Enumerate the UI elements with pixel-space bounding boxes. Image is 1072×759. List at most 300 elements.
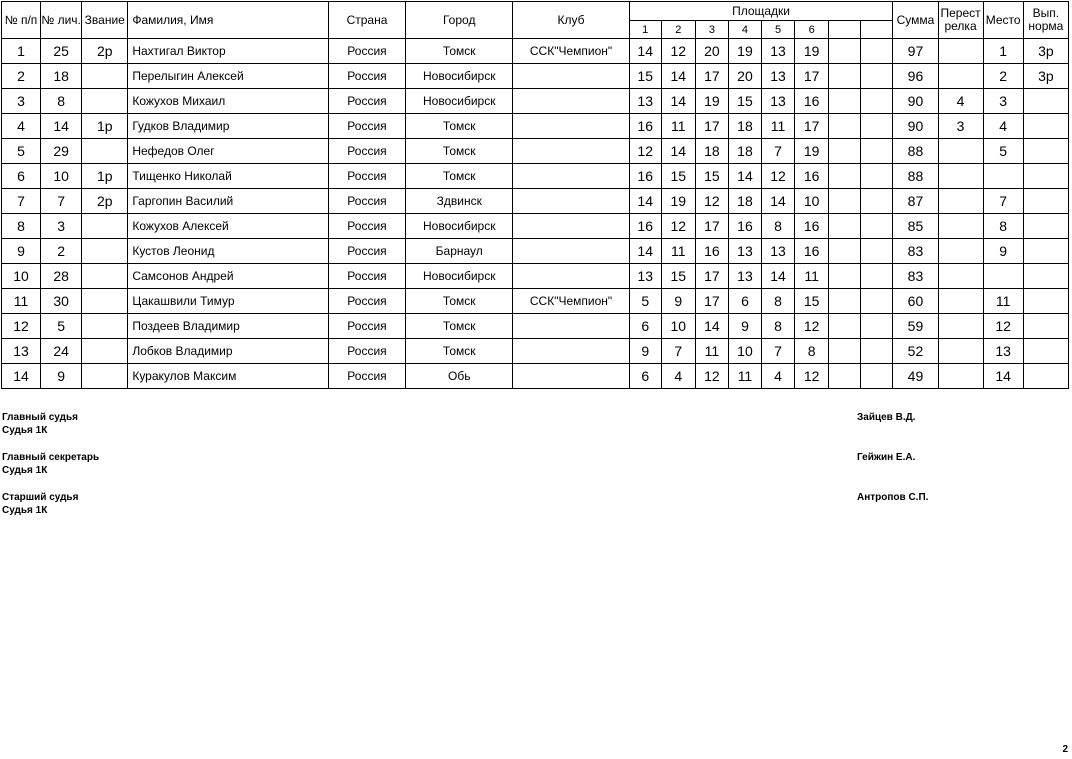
cell-name: Самсонов Андрей (128, 264, 329, 289)
cell-name: Лобков Владимир (128, 339, 329, 364)
cell-club (513, 164, 629, 189)
cell-reweigh (938, 139, 983, 164)
cell-place: 8 (983, 214, 1023, 239)
official-name: Зайцев В.Д. (857, 412, 916, 423)
cell-score: 17 (695, 114, 728, 139)
cell-country: Россия (328, 214, 405, 239)
cell-num: 9 (2, 239, 41, 264)
cell-score (861, 339, 893, 364)
table-row (2, 114, 1069, 139)
cell-num: 2 (2, 64, 41, 89)
cell-score: 17 (795, 64, 829, 89)
cell-rank (82, 314, 128, 339)
cell-norm (1023, 364, 1068, 389)
cell-score (829, 239, 861, 264)
cell-score: 17 (695, 64, 728, 89)
cell-score: 16 (728, 214, 761, 239)
cell-score (861, 314, 893, 339)
header-site-4: 4 (728, 21, 761, 39)
table-row (2, 64, 1069, 89)
cell-reweigh (938, 164, 983, 189)
cell-name: Перелыгин Алексей (128, 64, 329, 89)
cell-score: 20 (695, 39, 728, 64)
cell-club (513, 264, 629, 289)
cell-score (861, 189, 893, 214)
official-role-title: Старший судья (2, 492, 79, 503)
cell-country: Россия (328, 64, 405, 89)
cell-score (861, 89, 893, 114)
cell-score: 18 (695, 139, 728, 164)
cell-rank (82, 239, 128, 264)
cell-lic: 10 (41, 164, 82, 189)
cell-name: Цакашвили Тимур (128, 289, 329, 314)
table-row (2, 189, 1069, 214)
cell-rank: 1р (82, 164, 128, 189)
cell-sum: 97 (893, 39, 938, 64)
cell-score: 17 (695, 264, 728, 289)
cell-num: 1 (2, 39, 41, 64)
official-category: Судья 1К (2, 465, 48, 476)
cell-score: 12 (762, 164, 795, 189)
cell-score (829, 214, 861, 239)
cell-score: 13 (629, 89, 661, 114)
table-row (2, 139, 1069, 164)
cell-country: Россия (328, 189, 405, 214)
cell-score: 18 (728, 114, 761, 139)
cell-score: 14 (762, 189, 795, 214)
cell-norm: 3р (1023, 39, 1068, 64)
cell-norm: 3р (1023, 64, 1068, 89)
cell-reweigh: 3 (938, 114, 983, 139)
table-row (2, 339, 1069, 364)
cell-rank (82, 339, 128, 364)
header-num: № п/п (2, 2, 41, 39)
cell-score: 14 (661, 89, 695, 114)
cell-reweigh (938, 39, 983, 64)
cell-city: Здвинск (406, 189, 513, 214)
cell-lic: 30 (41, 289, 82, 314)
cell-score: 6 (629, 364, 661, 389)
cell-score: 13 (728, 239, 761, 264)
cell-city: Барнаул (406, 239, 513, 264)
table-row (2, 289, 1069, 314)
cell-num: 8 (2, 214, 41, 239)
cell-name: Нахтигал Виктор (128, 39, 329, 64)
cell-score: 14 (728, 164, 761, 189)
cell-lic: 24 (41, 339, 82, 364)
cell-score: 16 (629, 164, 661, 189)
cell-score (861, 214, 893, 239)
cell-num: 7 (2, 189, 41, 214)
cell-score: 15 (795, 289, 829, 314)
cell-rank (82, 89, 128, 114)
header-city: Город (406, 2, 513, 39)
cell-sum: 88 (893, 164, 938, 189)
cell-num: 13 (2, 339, 41, 364)
cell-num: 3 (2, 89, 41, 114)
cell-score: 19 (695, 89, 728, 114)
cell-score: 17 (695, 289, 728, 314)
cell-sum: 49 (893, 364, 938, 389)
cell-lic: 14 (41, 114, 82, 139)
cell-score: 16 (629, 214, 661, 239)
cell-score: 19 (795, 139, 829, 164)
cell-score: 16 (629, 114, 661, 139)
table-row (2, 89, 1069, 114)
cell-place: 3 (983, 89, 1023, 114)
cell-score: 13 (629, 264, 661, 289)
cell-num: 12 (2, 314, 41, 339)
cell-score: 13 (762, 239, 795, 264)
table-row (2, 239, 1069, 264)
cell-sum: 60 (893, 289, 938, 314)
cell-score: 12 (629, 139, 661, 164)
cell-score: 20 (728, 64, 761, 89)
cell-score (861, 64, 893, 89)
header-site-empty (861, 21, 893, 39)
cell-score: 16 (795, 164, 829, 189)
cell-score: 10 (795, 189, 829, 214)
cell-place: 7 (983, 189, 1023, 214)
cell-rank: 2р (82, 189, 128, 214)
cell-name: Поздеев Владимир (128, 314, 329, 339)
cell-city: Томск (406, 39, 513, 64)
cell-score: 6 (728, 289, 761, 314)
header-sum: Сумма (893, 2, 938, 39)
cell-score: 14 (762, 264, 795, 289)
table-row (2, 39, 1069, 64)
cell-norm (1023, 89, 1068, 114)
cell-score: 13 (762, 39, 795, 64)
cell-score: 19 (661, 189, 695, 214)
cell-name: Кустов Леонид (128, 239, 329, 264)
cell-sum: 85 (893, 214, 938, 239)
cell-place: 5 (983, 139, 1023, 164)
cell-country: Россия (328, 164, 405, 189)
table-row (2, 364, 1069, 389)
header-row (2, 2, 1069, 21)
cell-place (983, 264, 1023, 289)
cell-lic: 18 (41, 64, 82, 89)
cell-score (829, 64, 861, 89)
cell-norm (1023, 289, 1068, 314)
cell-score: 9 (661, 289, 695, 314)
cell-score (861, 289, 893, 314)
cell-rank (82, 264, 128, 289)
cell-score (829, 139, 861, 164)
cell-score: 7 (661, 339, 695, 364)
cell-num: 5 (2, 139, 41, 164)
cell-place: 13 (983, 339, 1023, 364)
cell-score: 15 (661, 264, 695, 289)
header-rank: Звание (82, 2, 128, 39)
cell-score (861, 114, 893, 139)
cell-score: 11 (728, 364, 761, 389)
cell-country: Россия (328, 39, 405, 64)
cell-rank: 1р (82, 114, 128, 139)
cell-city: Новосибирск (406, 64, 513, 89)
header-site-6: 6 (795, 21, 829, 39)
official-role (2, 411, 78, 437)
header-lic: № лич. (41, 2, 82, 39)
cell-country: Россия (328, 339, 405, 364)
cell-sum: 52 (893, 339, 938, 364)
official-role-title: Главный судья (2, 412, 78, 423)
cell-club (513, 339, 629, 364)
cell-country: Россия (328, 114, 405, 139)
official-name: Антропов С.П. (857, 492, 929, 503)
cell-city: Томск (406, 114, 513, 139)
cell-norm (1023, 214, 1068, 239)
cell-norm (1023, 264, 1068, 289)
cell-reweigh (938, 239, 983, 264)
cell-country: Россия (328, 289, 405, 314)
cell-score: 17 (695, 214, 728, 239)
cell-reweigh (938, 189, 983, 214)
cell-lic: 3 (41, 214, 82, 239)
cell-place: 4 (983, 114, 1023, 139)
cell-lic: 28 (41, 264, 82, 289)
cell-club (513, 139, 629, 164)
cell-score (829, 364, 861, 389)
cell-lic: 5 (41, 314, 82, 339)
cell-score: 11 (795, 264, 829, 289)
cell-num: 14 (2, 364, 41, 389)
cell-score (829, 39, 861, 64)
cell-country: Россия (328, 139, 405, 164)
cell-score: 14 (629, 39, 661, 64)
cell-score: 14 (629, 189, 661, 214)
cell-score: 8 (762, 289, 795, 314)
cell-city: Обь (406, 364, 513, 389)
cell-rank (82, 139, 128, 164)
cell-score: 4 (661, 364, 695, 389)
cell-name: Кожухов Михаил (128, 89, 329, 114)
cell-score (829, 264, 861, 289)
cell-reweigh: 4 (938, 89, 983, 114)
cell-score: 15 (695, 164, 728, 189)
cell-score: 18 (728, 139, 761, 164)
official-role (2, 491, 78, 517)
cell-lic: 8 (41, 89, 82, 114)
cell-num: 6 (2, 164, 41, 189)
header-site-2: 2 (661, 21, 695, 39)
official-name: Гейжин Е.А. (857, 452, 916, 463)
cell-score: 14 (695, 314, 728, 339)
cell-score (861, 264, 893, 289)
cell-score: 12 (661, 214, 695, 239)
cell-sum: 59 (893, 314, 938, 339)
cell-club (513, 239, 629, 264)
cell-reweigh (938, 289, 983, 314)
cell-score: 16 (795, 239, 829, 264)
cell-norm (1023, 339, 1068, 364)
cell-place: 2 (983, 64, 1023, 89)
cell-score (861, 364, 893, 389)
header-sites: Площадки (629, 2, 893, 21)
cell-name: Тищенко Николай (128, 164, 329, 189)
cell-club (513, 314, 629, 339)
cell-lic: 7 (41, 189, 82, 214)
cell-score: 15 (728, 89, 761, 114)
cell-score: 14 (661, 139, 695, 164)
cell-score (829, 289, 861, 314)
cell-score: 13 (728, 264, 761, 289)
cell-score: 14 (661, 64, 695, 89)
cell-score: 12 (661, 39, 695, 64)
cell-place: 9 (983, 239, 1023, 264)
cell-score: 11 (661, 114, 695, 139)
cell-score: 11 (762, 114, 795, 139)
cell-score: 14 (629, 239, 661, 264)
cell-rank (82, 64, 128, 89)
cell-score: 8 (762, 214, 795, 239)
cell-place: 12 (983, 314, 1023, 339)
cell-city: Новосибирск (406, 214, 513, 239)
cell-lic: 29 (41, 139, 82, 164)
cell-country: Россия (328, 264, 405, 289)
header-site-empty (829, 21, 861, 39)
header-country: Страна (328, 2, 405, 39)
cell-club: ССК"Чемпион" (513, 289, 629, 314)
cell-rank: 2р (82, 39, 128, 64)
cell-lic: 25 (41, 39, 82, 64)
official-category: Судья 1К (2, 505, 48, 516)
cell-sum: 90 (893, 114, 938, 139)
cell-name: Кожухов Алексей (128, 214, 329, 239)
header-norm: Вып. норма (1023, 2, 1068, 39)
cell-club (513, 214, 629, 239)
cell-norm (1023, 239, 1068, 264)
cell-country: Россия (328, 89, 405, 114)
cell-score: 16 (795, 214, 829, 239)
cell-city: Томск (406, 139, 513, 164)
cell-score: 18 (728, 189, 761, 214)
cell-sum: 87 (893, 189, 938, 214)
cell-score: 15 (629, 64, 661, 89)
cell-lic: 9 (41, 364, 82, 389)
cell-reweigh (938, 339, 983, 364)
cell-num: 11 (2, 289, 41, 314)
cell-score (829, 164, 861, 189)
header-site-1: 1 (629, 21, 661, 39)
cell-score (829, 189, 861, 214)
cell-sum: 96 (893, 64, 938, 89)
cell-name: Нефедов Олег (128, 139, 329, 164)
cell-norm (1023, 314, 1068, 339)
cell-score: 19 (795, 39, 829, 64)
results-body (2, 2, 1069, 389)
cell-reweigh (938, 314, 983, 339)
cell-club (513, 189, 629, 214)
header-place: Место (983, 2, 1023, 39)
cell-score: 7 (762, 339, 795, 364)
cell-score: 16 (795, 89, 829, 114)
cell-num: 10 (2, 264, 41, 289)
cell-club (513, 64, 629, 89)
cell-reweigh (938, 264, 983, 289)
cell-score: 17 (795, 114, 829, 139)
table-row (2, 214, 1069, 239)
cell-score: 5 (629, 289, 661, 314)
official-category: Судья 1К (2, 425, 48, 436)
cell-score: 12 (795, 314, 829, 339)
cell-norm (1023, 164, 1068, 189)
cell-score: 13 (762, 89, 795, 114)
cell-place (983, 164, 1023, 189)
header-site-5: 5 (762, 21, 795, 39)
cell-score (829, 339, 861, 364)
cell-place: 11 (983, 289, 1023, 314)
cell-place: 14 (983, 364, 1023, 389)
cell-rank (82, 364, 128, 389)
cell-place: 1 (983, 39, 1023, 64)
table-row (2, 264, 1069, 289)
cell-club (513, 364, 629, 389)
cell-city: Томск (406, 164, 513, 189)
cell-num: 4 (2, 114, 41, 139)
table-row (2, 164, 1069, 189)
official-role (2, 451, 99, 477)
cell-score: 4 (762, 364, 795, 389)
cell-score: 12 (695, 364, 728, 389)
cell-score: 15 (661, 164, 695, 189)
cell-city: Томск (406, 289, 513, 314)
cell-city: Новосибирск (406, 89, 513, 114)
cell-score: 19 (728, 39, 761, 64)
cell-country: Россия (328, 364, 405, 389)
cell-rank (82, 214, 128, 239)
cell-name: Гаргопин Василий (128, 189, 329, 214)
cell-score: 8 (762, 314, 795, 339)
cell-norm (1023, 114, 1068, 139)
cell-club (513, 114, 629, 139)
cell-sum: 90 (893, 89, 938, 114)
cell-norm (1023, 189, 1068, 214)
page-number: 2 (1062, 744, 1068, 755)
cell-reweigh (938, 364, 983, 389)
cell-reweigh (938, 64, 983, 89)
cell-norm (1023, 139, 1068, 164)
cell-score (829, 314, 861, 339)
cell-rank (82, 289, 128, 314)
cell-score: 9 (629, 339, 661, 364)
table-row (2, 314, 1069, 339)
cell-score (861, 239, 893, 264)
cell-score: 6 (629, 314, 661, 339)
cell-city: Томск (406, 314, 513, 339)
cell-score: 10 (728, 339, 761, 364)
cell-score (861, 139, 893, 164)
cell-country: Россия (328, 239, 405, 264)
cell-country: Россия (328, 314, 405, 339)
cell-lic: 2 (41, 239, 82, 264)
header-site-3: 3 (695, 21, 728, 39)
cell-name: Гудков Владимир (128, 114, 329, 139)
cell-score: 12 (795, 364, 829, 389)
cell-score (861, 164, 893, 189)
official-role-title: Главный секретарь (2, 452, 100, 463)
header-name: Фамилия, Имя (128, 2, 329, 39)
cell-score: 11 (661, 239, 695, 264)
cell-score: 9 (728, 314, 761, 339)
cell-club (513, 89, 629, 114)
cell-city: Томск (406, 339, 513, 364)
cell-sum: 83 (893, 239, 938, 264)
header-reweigh: Перест релка (938, 2, 983, 39)
cell-sum: 88 (893, 139, 938, 164)
cell-score: 8 (795, 339, 829, 364)
